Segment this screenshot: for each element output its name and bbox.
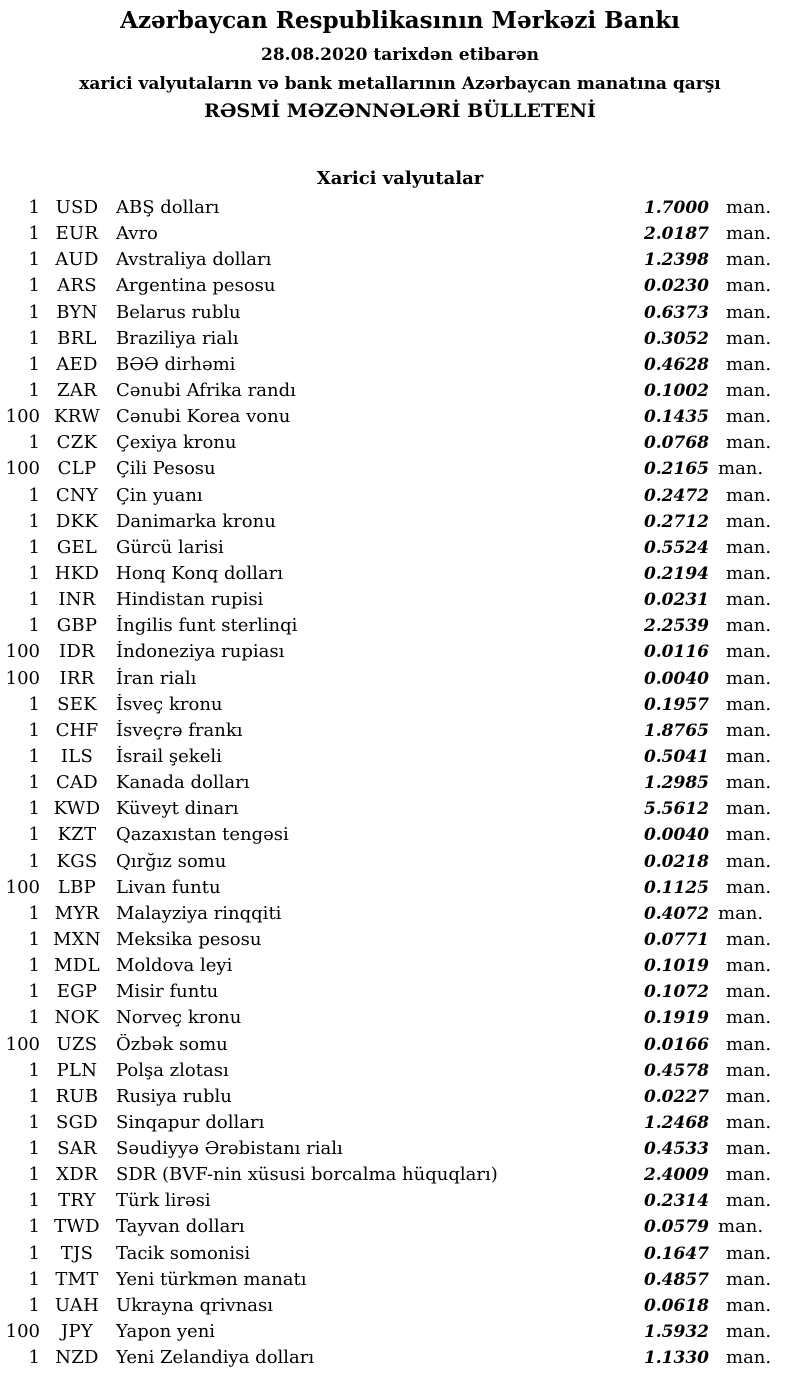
currency-row	[0, 458, 800, 484]
currency-row	[0, 1190, 800, 1216]
rate-value-cell: 0.1125	[643, 877, 709, 898]
unit-label-cell: man.	[726, 1321, 772, 1343]
unit-label-cell: man.	[726, 353, 772, 375]
currency-name-cell: Ukrayna qrivnası	[116, 1294, 273, 1316]
rate-value-cell: 0.0040	[643, 668, 709, 689]
unit-label-cell: man.	[726, 798, 772, 820]
currency-name-cell: Sinqapur dolları	[116, 1111, 265, 1133]
quantity-cell: 1	[28, 1111, 40, 1133]
currency-row	[0, 328, 800, 354]
rate-value-cell: 0.2472	[643, 485, 709, 506]
currency-code-cell: TWD	[54, 1216, 100, 1238]
rate-value-cell: 2.0187	[643, 224, 709, 245]
rate-value-cell: 0.0166	[643, 1034, 709, 1055]
currency-row	[0, 981, 800, 1007]
currency-name-cell: Yeni Zelandiya dolları	[116, 1347, 315, 1369]
currency-row	[0, 615, 800, 641]
currency-code-cell: CAD	[55, 772, 99, 794]
unit-label-cell: man.	[726, 719, 772, 741]
rate-value-cell: 1.7000	[643, 198, 709, 218]
rate-value-cell: 0.4072	[643, 903, 709, 924]
currency-row	[0, 641, 800, 667]
rate-value-cell: 0.5041	[643, 746, 709, 767]
rate-value-cell: 1.2398	[643, 250, 709, 271]
currency-code-cell: INR	[58, 589, 96, 611]
document-header	[0, 6, 800, 123]
currency-code-cell: CLP	[57, 458, 97, 480]
currency-row	[0, 197, 800, 223]
exchange-rates-table	[0, 197, 800, 1373]
currency-code-cell: AED	[56, 353, 98, 375]
unit-label-cell: man.	[726, 955, 772, 977]
quantity-cell: 1	[28, 1242, 40, 1264]
currency-code-cell: EUR	[55, 223, 99, 245]
currency-code-cell: IRR	[59, 667, 95, 689]
currency-row	[0, 694, 800, 720]
currency-name-cell: Cənubi Afrika randı	[116, 379, 296, 401]
currency-name-cell: Yapon yeni	[116, 1321, 216, 1343]
currency-row	[0, 877, 800, 903]
currency-row	[0, 1347, 800, 1373]
currency-row	[0, 1112, 800, 1138]
currency-row	[0, 798, 800, 824]
currency-name-cell: Moldova leyi	[116, 955, 233, 977]
currency-code-cell: DKK	[55, 510, 99, 532]
unit-label-cell: man.	[726, 824, 772, 846]
currency-code-cell: ILS	[60, 745, 94, 767]
unit-label-cell: man.	[726, 510, 772, 532]
rate-value-cell: 0.5524	[643, 537, 709, 558]
currency-name-cell: Braziliya rialı	[116, 327, 239, 349]
currency-name-cell: Polşa zlotası	[116, 1059, 229, 1081]
currency-row	[0, 589, 800, 615]
currency-code-cell: ARS	[57, 275, 97, 297]
rate-value-cell: 0.0771	[643, 929, 709, 950]
currency-name-cell: Misir funtu	[116, 981, 219, 1003]
rate-value-cell: 0.2314	[643, 1191, 709, 1212]
unit-label-cell: man.	[726, 432, 772, 454]
unit-label-cell: man.	[726, 301, 772, 323]
rate-value-cell: 0.0040	[643, 825, 709, 846]
currency-row	[0, 851, 800, 877]
currency-name-cell: Livan funtu	[116, 876, 221, 898]
effective-date-line: 28.08.2020 tarixdən etibarən	[261, 45, 539, 65]
currency-row	[0, 563, 800, 589]
rate-value-cell: 0.1435	[643, 407, 709, 428]
currency-row	[0, 354, 800, 380]
unit-label-cell: man.	[726, 1190, 772, 1212]
currency-row	[0, 432, 800, 458]
rate-value-cell: 1.8765	[643, 720, 709, 741]
rate-value-cell: 0.0618	[643, 1295, 709, 1316]
currency-name-cell: Gürcü larisi	[116, 536, 224, 558]
currency-name-cell: ABŞ dolları	[116, 197, 220, 218]
currency-code-cell: HKD	[54, 562, 100, 584]
rate-value-cell: 0.6373	[643, 302, 709, 323]
currency-row	[0, 485, 800, 511]
quantity-cell: 1	[28, 223, 40, 245]
quantity-cell: 1	[28, 562, 40, 584]
section-title-foreign-currencies: Xarici valyutalar	[316, 168, 484, 189]
quantity-cell: 1	[28, 772, 40, 794]
unit-label-cell: man.	[718, 902, 764, 924]
currency-row	[0, 1034, 800, 1060]
unit-label-cell: man.	[718, 458, 764, 480]
currency-name-cell: İndoneziya rupiası	[116, 641, 285, 663]
currency-name-cell: Türk lirəsi	[116, 1190, 211, 1212]
currency-code-cell: SEK	[57, 693, 97, 715]
currency-name-cell: Kanada dolları	[116, 772, 250, 794]
currency-name-cell: Hindistan rupisi	[116, 589, 264, 611]
quantity-cell: 1	[28, 693, 40, 715]
currency-code-cell: GEL	[56, 536, 98, 558]
currency-code-cell: NOK	[54, 1007, 100, 1029]
unit-label-cell: man.	[726, 1164, 772, 1186]
quantity-cell: 100	[5, 667, 40, 689]
currency-code-cell: RUB	[55, 1085, 99, 1107]
currency-row	[0, 772, 800, 798]
currency-code-cell: UAH	[54, 1294, 100, 1316]
currency-row	[0, 1269, 800, 1295]
unit-label-cell: man.	[726, 615, 772, 637]
currency-row	[0, 380, 800, 406]
currency-code-cell: LBP	[57, 876, 97, 898]
quantity-cell: 1	[28, 850, 40, 872]
currency-name-cell: Malayziya rinqqiti	[116, 902, 282, 924]
currency-name-cell: İsrail şekeli	[116, 745, 222, 767]
rate-value-cell: 0.2712	[643, 511, 709, 532]
quantity-cell: 1	[28, 1294, 40, 1316]
quantity-cell: 1	[28, 798, 40, 820]
quantity-cell: 1	[28, 902, 40, 924]
unit-label-cell: man.	[726, 667, 772, 689]
quantity-cell: 1	[28, 1347, 40, 1369]
currency-code-cell: TRY	[58, 1190, 96, 1212]
currency-code-cell: TMT	[55, 1268, 99, 1290]
currency-code-cell: NZD	[55, 1347, 99, 1369]
quantity-cell: 1	[28, 928, 40, 950]
quantity-cell: 100	[5, 876, 40, 898]
currency-row	[0, 929, 800, 955]
currency-name-cell: Avro	[116, 223, 158, 245]
currency-code-cell: CHF	[55, 719, 99, 741]
unit-label-cell: man.	[726, 641, 772, 663]
quantity-cell: 1	[28, 536, 40, 558]
quantity-cell: 1	[28, 719, 40, 741]
quantity-cell: 1	[28, 432, 40, 454]
currency-name-cell: Argentina pesosu	[116, 275, 276, 297]
quantity-cell: 1	[28, 745, 40, 767]
rate-value-cell: 5.5612	[643, 799, 709, 820]
unit-label-cell: man.	[726, 1347, 772, 1369]
currency-row	[0, 275, 800, 301]
rate-value-cell: 1.1330	[643, 1348, 709, 1369]
currency-name-cell: Küveyt dinarı	[116, 798, 239, 820]
quantity-cell: 1	[28, 301, 40, 323]
currency-name-cell: İran rialı	[116, 667, 197, 689]
quantity-cell: 1	[28, 824, 40, 846]
currency-code-cell: JPY	[60, 1321, 94, 1343]
quantity-cell: 100	[5, 458, 40, 480]
unit-label-cell: man.	[726, 1085, 772, 1107]
currency-code-cell: KWD	[53, 798, 101, 820]
rate-value-cell: 0.0116	[643, 642, 709, 663]
rate-value-cell: 0.0231	[643, 590, 709, 611]
quantity-cell: 1	[28, 615, 40, 637]
currency-row	[0, 824, 800, 850]
rate-value-cell: 0.1019	[643, 956, 709, 977]
currency-row	[0, 302, 800, 328]
currency-code-cell: AUD	[55, 249, 99, 271]
currency-code-cell: CZK	[56, 432, 98, 454]
quantity-cell: 1	[28, 1138, 40, 1160]
currency-name-cell: İsveç kronu	[116, 693, 223, 715]
unit-label-cell: man.	[726, 379, 772, 401]
rate-value-cell: 0.1072	[643, 982, 709, 1003]
currency-code-cell: UZS	[56, 1033, 98, 1055]
currency-name-cell: Cənubi Korea vonu	[116, 406, 291, 428]
currency-code-cell: MYR	[54, 902, 100, 924]
currency-name-cell: Danimarka kronu	[116, 510, 276, 532]
currency-code-cell: EGP	[56, 981, 98, 1003]
currency-name-cell: İsveçrə frankı	[116, 719, 243, 741]
rate-value-cell: 0.2194	[643, 563, 709, 584]
unit-label-cell: man.	[726, 745, 772, 767]
currency-row	[0, 720, 800, 746]
unit-label-cell: man.	[726, 1059, 772, 1081]
currency-name-cell: Səudiyyə Ərəbistanı rialı	[116, 1138, 343, 1160]
quantity-cell: 1	[28, 1268, 40, 1290]
unit-label-cell: man.	[726, 589, 772, 611]
currency-name-cell: Çili Pesosu	[116, 458, 216, 480]
currency-code-cell: IDR	[59, 641, 95, 663]
currency-row	[0, 223, 800, 249]
unit-label-cell: man.	[726, 981, 772, 1003]
bulletin-title: RƏSMİ MƏZƏNNƏLƏRİ BÜLLETENİ	[204, 100, 596, 122]
currency-code-cell: TJS	[60, 1242, 94, 1264]
currency-code-cell: SGD	[55, 1111, 99, 1133]
quantity-cell: 1	[28, 510, 40, 532]
currency-code-cell: MDL	[54, 955, 100, 977]
unit-label-cell: man.	[726, 928, 772, 950]
quantity-cell: 1	[28, 249, 40, 271]
currency-name-cell: İngilis funt sterlinqi	[116, 615, 298, 637]
currency-row	[0, 1295, 800, 1321]
bank-title: Azərbaycan Respublikasının Mərkəzi Bankı	[120, 7, 680, 34]
unit-label-cell: man.	[718, 1216, 764, 1238]
rate-value-cell: 0.4533	[643, 1139, 709, 1160]
unit-label-cell: man.	[726, 1294, 772, 1316]
currency-code-cell: MXN	[53, 928, 101, 950]
unit-label-cell: man.	[726, 275, 772, 297]
currency-code-cell: BYN	[56, 301, 98, 323]
quantity-cell: 100	[5, 641, 40, 663]
currency-code-cell: KZT	[57, 824, 97, 846]
quantity-cell: 1	[28, 1164, 40, 1186]
quantity-cell: 1	[28, 1190, 40, 1212]
rate-value-cell: 0.1647	[643, 1243, 709, 1264]
currency-name-cell: Belarus rublu	[116, 301, 241, 323]
rate-value-cell: 2.4009	[643, 1165, 709, 1186]
currency-name-cell: Honq Konq dolları	[116, 562, 283, 584]
currency-name-cell: Meksika pesosu	[116, 928, 262, 950]
quantity-cell: 1	[28, 379, 40, 401]
unit-label-cell: man.	[726, 693, 772, 715]
unit-label-cell: man.	[726, 1033, 772, 1055]
unit-label-cell: man.	[726, 484, 772, 506]
currency-code-cell: GBP	[56, 615, 98, 637]
unit-label-cell: man.	[726, 406, 772, 428]
currency-row	[0, 511, 800, 537]
unit-label-cell: man.	[726, 197, 772, 218]
currency-row	[0, 537, 800, 563]
currency-code-cell: XDR	[56, 1164, 98, 1186]
currency-name-cell: Çin yuanı	[116, 484, 203, 506]
currency-row	[0, 1086, 800, 1112]
currency-row	[0, 746, 800, 772]
quantity-cell: 100	[5, 1321, 40, 1343]
currency-name-cell: Qazaxıstan tengəsi	[116, 824, 289, 846]
unit-label-cell: man.	[726, 327, 772, 349]
currency-name-cell: Çexiya kronu	[116, 432, 237, 454]
quantity-cell: 1	[28, 484, 40, 506]
unit-label-cell: man.	[726, 1138, 772, 1160]
rate-value-cell: 0.2165	[643, 459, 709, 480]
rate-value-cell: 0.0218	[643, 851, 709, 872]
quantity-cell: 1	[28, 589, 40, 611]
unit-label-cell: man.	[726, 1111, 772, 1133]
currency-row	[0, 1138, 800, 1164]
quantity-cell: 1	[28, 275, 40, 297]
quantity-cell: 1	[28, 1085, 40, 1107]
rate-value-cell: 1.2985	[643, 773, 709, 794]
currency-row	[0, 955, 800, 981]
quantity-cell: 100	[5, 406, 40, 428]
rate-value-cell: 0.1919	[643, 1008, 709, 1029]
currency-name-cell: Rusiya rublu	[116, 1085, 232, 1107]
quantity-cell: 100	[5, 1033, 40, 1055]
rate-value-cell: 0.0227	[643, 1086, 709, 1107]
rate-value-cell: 0.1002	[643, 380, 709, 401]
currency-code-cell: PLN	[56, 1059, 98, 1081]
rate-value-cell: 0.4857	[643, 1269, 709, 1290]
currency-name-cell: SDR (BVF-nin xüsusi borcalma hüquqları)	[116, 1164, 498, 1186]
currency-code-cell: SAR	[57, 1138, 97, 1160]
rate-value-cell: 0.3052	[643, 328, 709, 349]
currency-row	[0, 1007, 800, 1033]
unit-label-cell: man.	[726, 249, 772, 271]
unit-label-cell: man.	[726, 223, 772, 245]
currency-row	[0, 668, 800, 694]
currency-row	[0, 903, 800, 929]
quantity-cell: 1	[28, 327, 40, 349]
unit-label-cell: man.	[726, 772, 772, 794]
quantity-cell: 1	[28, 955, 40, 977]
currency-code-cell: ZAR	[57, 379, 97, 401]
quantity-cell: 1	[28, 1059, 40, 1081]
currency-row	[0, 249, 800, 275]
quantity-cell: 1	[28, 197, 40, 218]
currency-row	[0, 1216, 800, 1242]
currency-name-cell: Norveç kronu	[116, 1007, 242, 1029]
quantity-cell: 1	[28, 1216, 40, 1238]
quantity-cell: 1	[28, 981, 40, 1003]
unit-label-cell: man.	[726, 562, 772, 584]
unit-label-cell: man.	[726, 1007, 772, 1029]
rate-value-cell: 0.4578	[643, 1060, 709, 1081]
rate-value-cell: 1.5932	[643, 1322, 709, 1343]
unit-label-cell: man.	[726, 1268, 772, 1290]
currency-row	[0, 1243, 800, 1269]
currency-code-cell: KGS	[56, 850, 98, 872]
currency-name-cell: Yeni türkmən manatı	[116, 1268, 307, 1290]
subject-line: xarici valyutaların və bank metallarının Azərbaycan manatına qarşı	[79, 74, 721, 94]
quantity-cell: 1	[28, 353, 40, 375]
unit-label-cell: man.	[726, 1242, 772, 1264]
unit-label-cell: man.	[726, 876, 772, 898]
currency-name-cell: Tayvan dolları	[116, 1216, 245, 1238]
currency-code-cell: USD	[55, 197, 99, 218]
currency-name-cell: Özbək somu	[116, 1033, 228, 1055]
currency-code-cell: KRW	[53, 406, 100, 428]
currency-row	[0, 406, 800, 432]
currency-code-cell: CNY	[55, 484, 99, 506]
currency-row	[0, 1060, 800, 1086]
rate-value-cell: 0.0230	[643, 276, 709, 297]
rate-value-cell: 1.2468	[643, 1112, 709, 1133]
unit-label-cell: man.	[726, 536, 772, 558]
currency-row	[0, 1164, 800, 1190]
currency-name-cell: Avstraliya dolları	[116, 249, 272, 271]
currency-name-cell: Qırğız somu	[116, 850, 227, 872]
currency-name-cell: Tacik somonisi	[116, 1242, 251, 1264]
currency-code-cell: BRL	[57, 327, 97, 349]
unit-label-cell: man.	[726, 850, 772, 872]
rate-value-cell: 0.0768	[643, 433, 709, 454]
currency-row	[0, 1321, 800, 1347]
rate-value-cell: 0.0579	[643, 1217, 709, 1238]
quantity-cell: 1	[28, 1007, 40, 1029]
rate-value-cell: 0.4628	[643, 354, 709, 375]
currency-name-cell: BƏƏ dirhəmi	[116, 353, 236, 375]
rate-value-cell: 2.2539	[643, 616, 709, 637]
rate-value-cell: 0.1957	[643, 694, 709, 715]
